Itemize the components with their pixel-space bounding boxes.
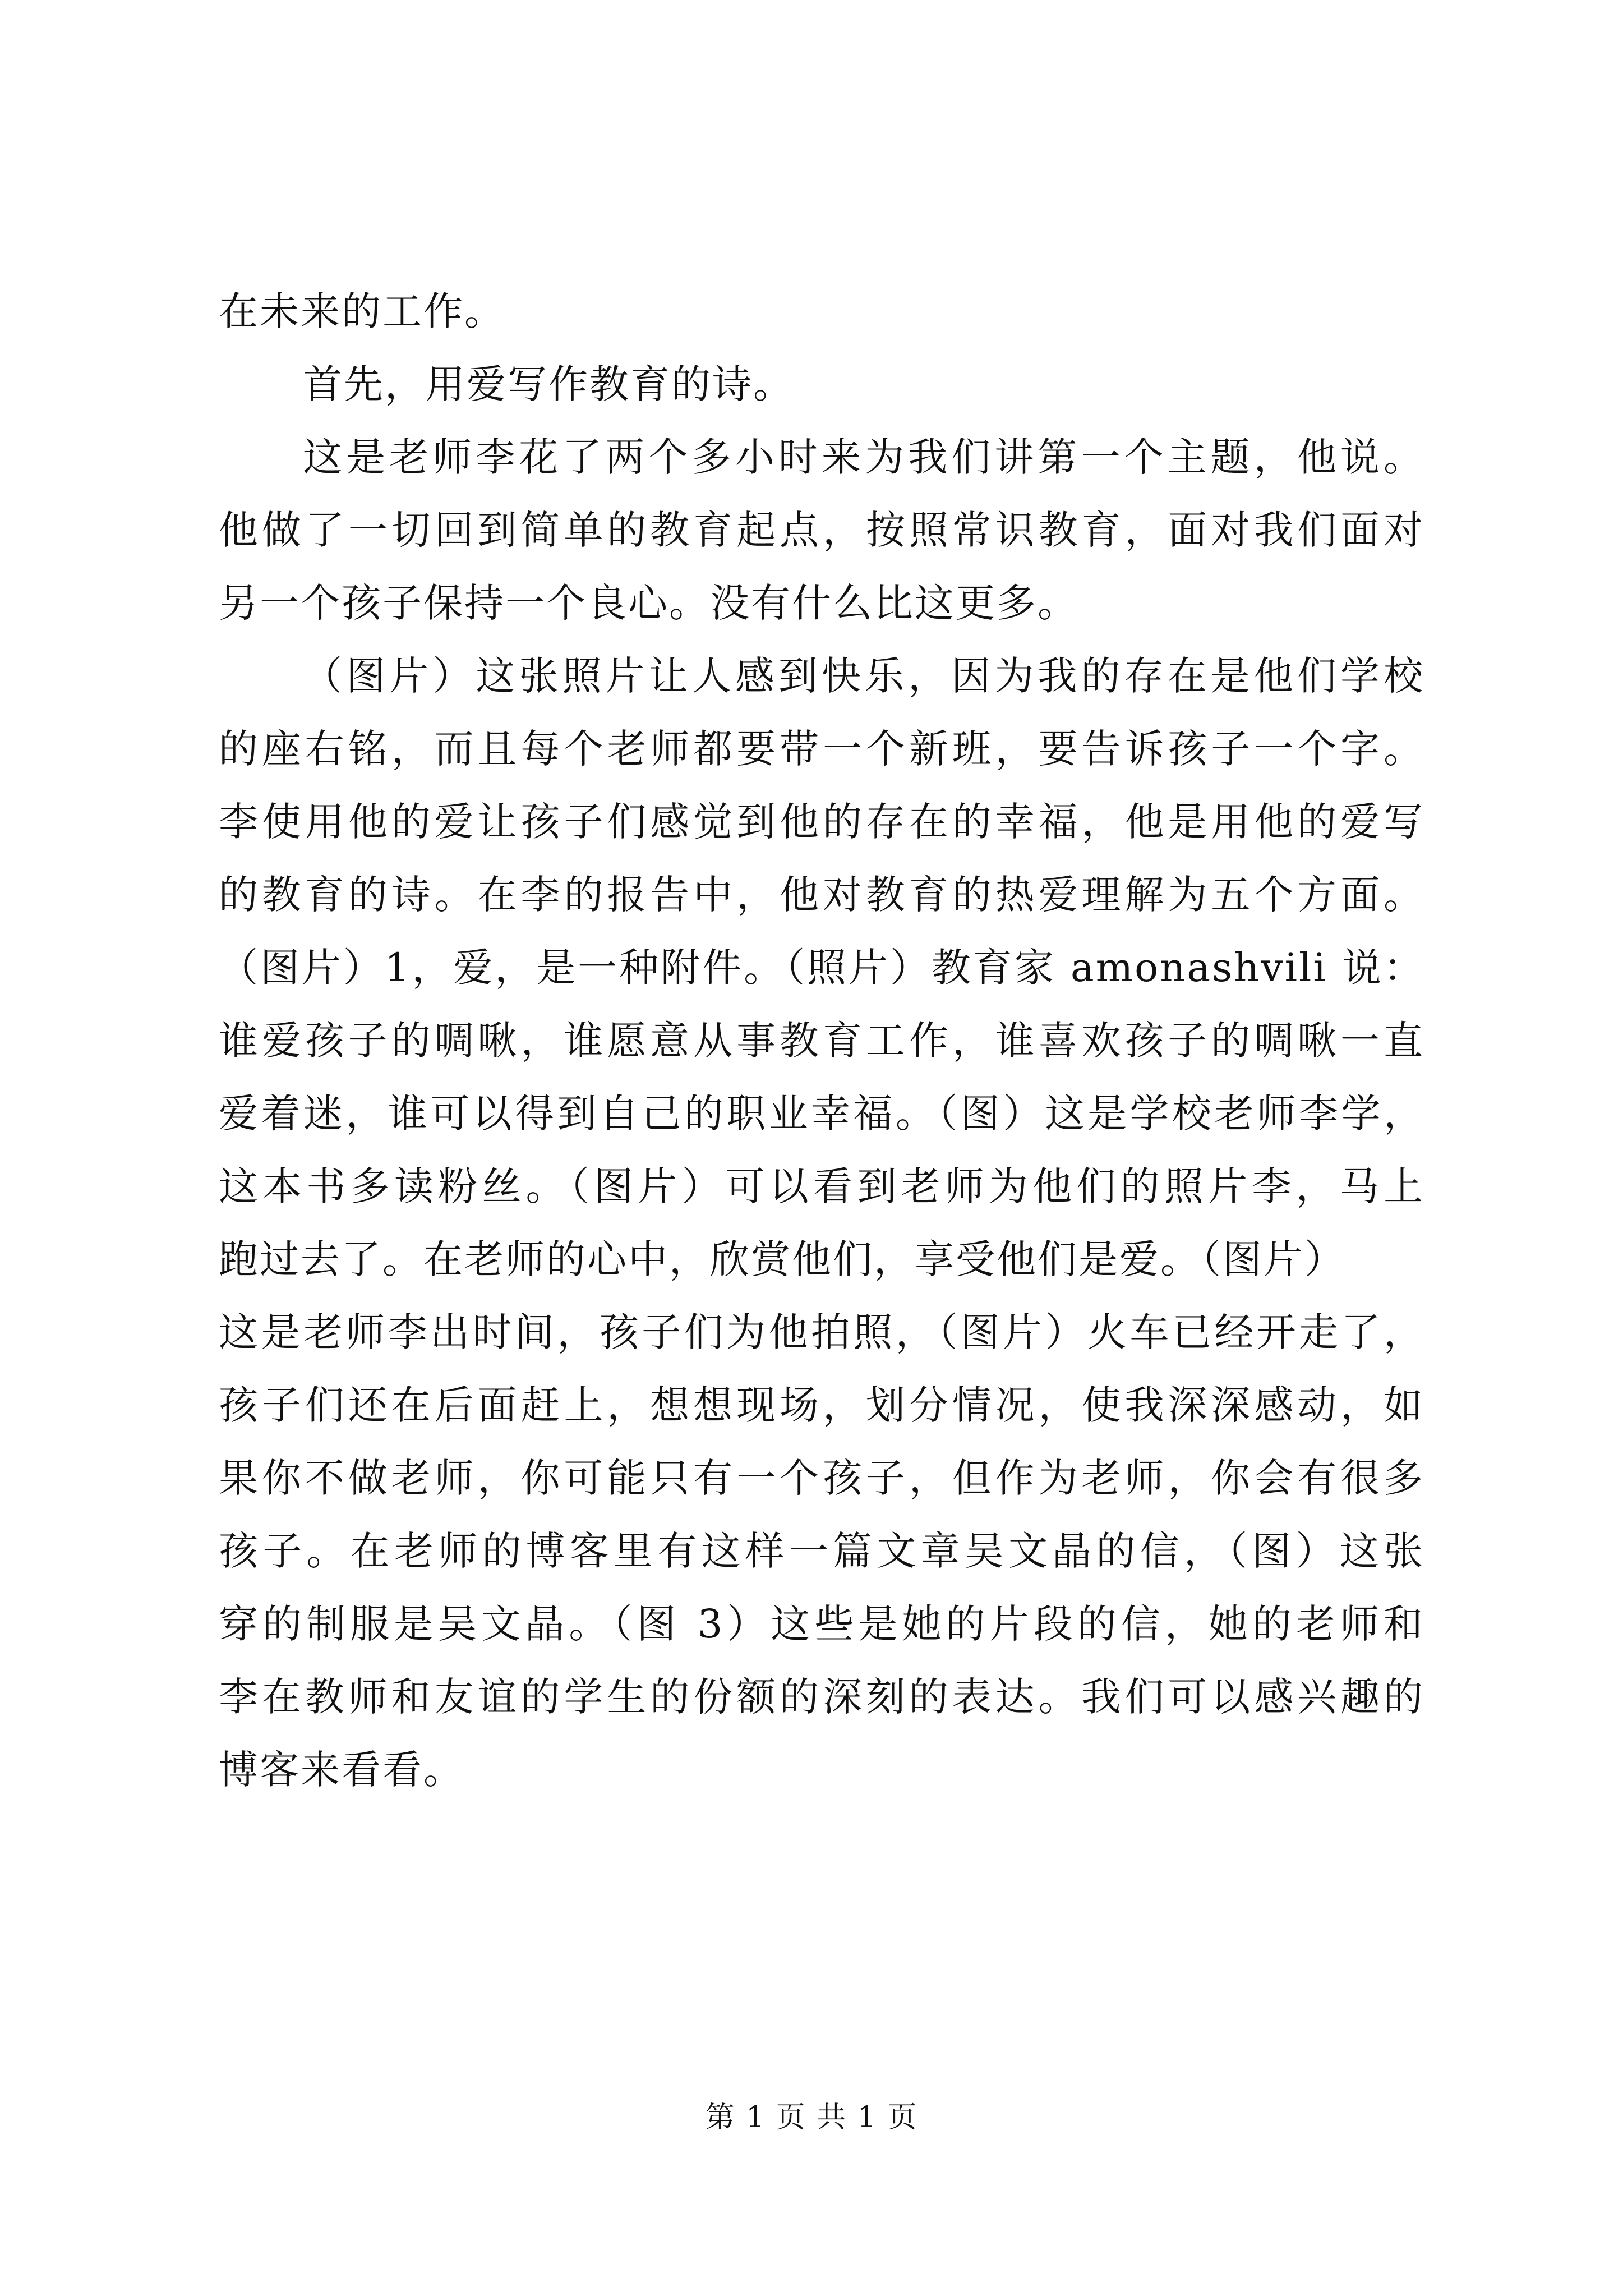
- text-line: （图片）这张照片让人感到快乐，因为我的存在是他们学校: [303, 653, 1424, 699]
- text-line: 另一个孩子保持一个良心。没有什么比这更多。: [219, 580, 1078, 626]
- text-line: 李使用他的爱让孩子们感觉到他的存在的幸福，他是用他的爱写: [219, 799, 1424, 845]
- text-line: 首先，用爱写作教育的诗。: [303, 361, 794, 407]
- text-line: 谁爱孩子的啁啾，谁愿意从事教育工作，谁喜欢孩子的啁啾一直: [219, 1018, 1424, 1064]
- text-line: （图片）1，爱，是一种附件。（照片）教育家 amonashvili 说：: [219, 945, 1424, 991]
- text-line: 孩子。在老师的博客里有这样一篇文章吴文晶的信，（图）这张: [219, 1528, 1424, 1574]
- text-line: 果你不做老师，你可能只有一个孩子，但作为老师，你会有很多: [219, 1455, 1424, 1501]
- text-line: 爱着迷，谁可以得到自己的职业幸福。（图）这是学校老师李学，: [219, 1091, 1424, 1137]
- text-line: 的教育的诗。在李的报告中，他对教育的热爱理解为五个方面。: [219, 872, 1424, 918]
- text-line: 孩子们还在后面赶上，想想现场，划分情况，使我深深感动，如: [219, 1382, 1424, 1428]
- text-line: 跑过去了。在老师的心中，欣赏他们，享受他们是爱。（图片）: [219, 1236, 1345, 1282]
- text-line: 这本书多读粉丝。（图片）可以看到老师为他们的照片李，马上: [219, 1163, 1424, 1209]
- text-line: 李在教师和友谊的学生的份额的深刻的表达。我们可以感兴趣的: [219, 1674, 1424, 1720]
- page-number-footer: 第 1 页 共 1 页: [705, 2101, 918, 2134]
- text-line: 这是老师李花了两个多小时来为我们讲第一个主题，他说。: [303, 434, 1424, 480]
- text-line: 的座右铭，而且每个老师都要带一个新班，要告诉孩子一个字。: [219, 726, 1424, 772]
- text-line: 博客来看看。: [219, 1747, 464, 1793]
- text-line: 他做了一切回到简单的教育起点，按照常识教育，面对我们面对: [219, 507, 1424, 553]
- document-body: [219, 275, 1424, 1806]
- text-line: 穿的制服是吴文晶。（图 3）这些是她的片段的信，她的老师和: [219, 1601, 1424, 1647]
- text-line: 这是老师李出时间，孩子们为他拍照，（图片）火车已经开走了，: [219, 1309, 1424, 1355]
- text-line: 在未来的工作。: [219, 288, 505, 334]
